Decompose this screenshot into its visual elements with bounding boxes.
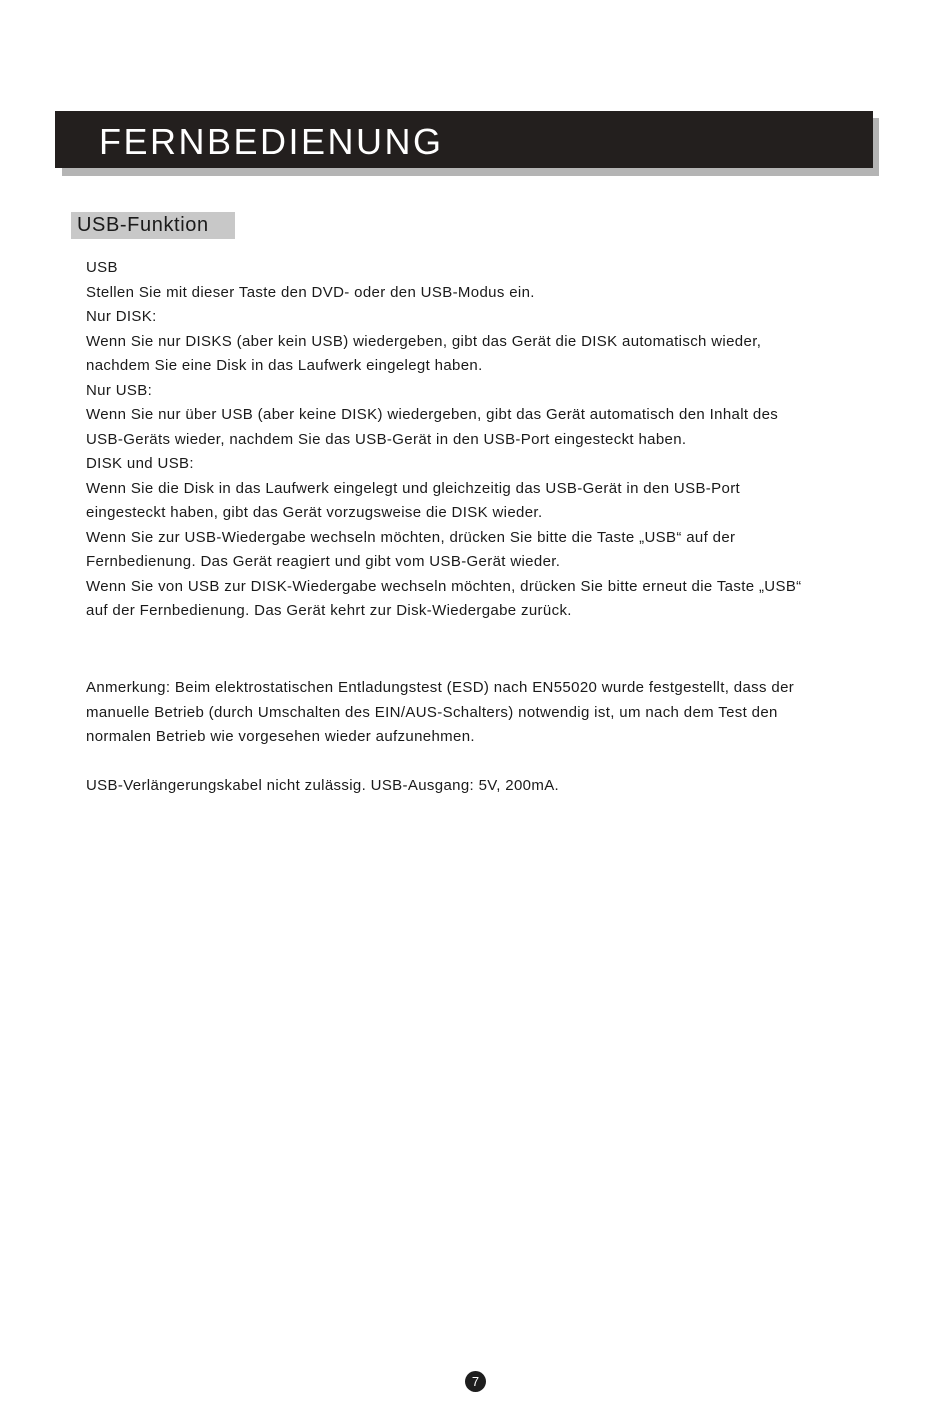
body-line: Wenn Sie nur DISKS (aber kein USB) wiedergeben, gibt das Gerät die DISK automatisch wieder, [86, 332, 762, 350]
body-line: Stellen Sie mit dieser Taste den DVD- oder den USB-Modus ein. [86, 283, 535, 301]
body-line: Fernbedienung. Das Gerät reagiert und gibt vom USB-Gerät wieder. [86, 553, 561, 570]
body-line: auf der Fernbedienung. Das Gerät kehrt zur Disk-Wiedergabe zurück. [86, 602, 572, 619]
body-line: DISK und USB: [86, 455, 194, 472]
header-bar [55, 111, 873, 168]
body-line: eingesteckt haben, gibt das Gerät vorzugsweise die DISK wieder. [86, 504, 543, 521]
body-line: Wenn Sie zur USB-Wiedergabe wechseln möchten, drücken Sie bitte die Taste „USB“ auf der [86, 528, 736, 546]
body-line: Nur DISK: [86, 308, 157, 325]
body-line: nachdem Sie eine Disk in das Laufwerk eingelegt haben. [86, 357, 483, 374]
usb-output-spec: USB-Verlängerungskabel nicht zulässig. USB-Ausgang: 5V, 200mA. [86, 777, 560, 794]
body-line: Nur USB: [86, 381, 153, 399]
section-heading-label: USB-Funktion [77, 214, 209, 236]
page-title: FERNBEDIENUNG [99, 121, 444, 162]
body-line: USB [86, 259, 118, 276]
note-line: manuelle Betrieb (durch Umschalten des EIN/AUS-Schalters) notwendig ist, um nach dem Test den [86, 703, 778, 721]
body-line: Wenn Sie von USB zur DISK-Wiedergabe wechseln möchten, drücken Sie bitte erneut die Taste „USB“ [86, 577, 802, 595]
body-line: Wenn Sie die Disk in das Laufwerk eingelegt und gleichzeitig das USB-Gerät in den USB-Port [86, 479, 741, 497]
section-heading [71, 212, 235, 239]
body-line: Wenn Sie nur über USB (aber keine DISK) wiedergeben, gibt das Gerät automatisch den Inhalt des [86, 406, 779, 423]
page-number-badge: 7 [465, 1371, 486, 1392]
note-line: Anmerkung: Beim elektrostatischen Entladungstest (ESD) nach EN55020 wurde festgestellt, dass der [86, 679, 795, 696]
note-line: normalen Betrieb wie vorgesehen wieder aufzunehmen. [86, 728, 475, 745]
body-line: USB-Geräts wieder, nachdem Sie das USB-Gerät in den USB-Port eingesteckt haben. [86, 430, 687, 448]
esd-note [86, 676, 896, 750]
usb-function-body [86, 256, 896, 624]
